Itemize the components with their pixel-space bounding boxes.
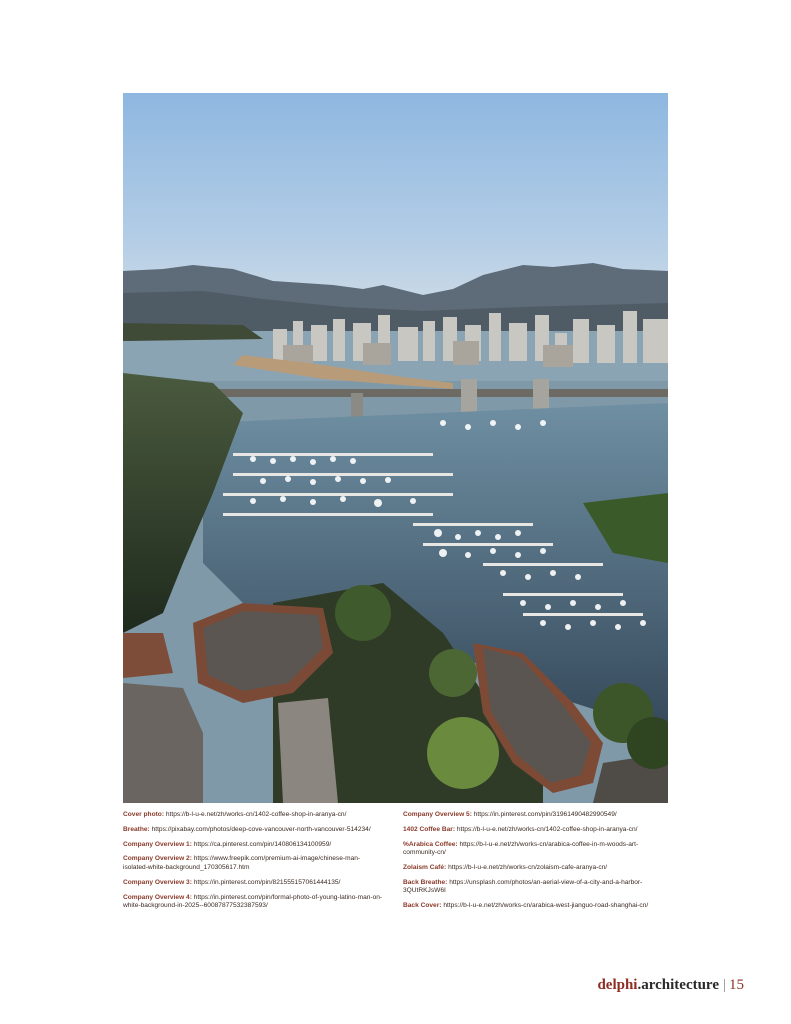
- credit-item: Company Overview 2: https://www.freepik.com/premium-ai-image/chinese-man-isolated-white-background_170305617.htm: [123, 855, 361, 871]
- credit-link[interactable]: https://b-l-u-e.net/zh/works-cn/1402-coffee-shop-in-aranya-cn/: [456, 825, 638, 833]
- page-number: 15: [729, 977, 744, 993]
- credit-item: Company Overview 4: https://in.pinterest.com/pin/formal-photo-of-young-latino-man-on-white-background-in-2025--60087877532387593/: [123, 893, 383, 910]
- aerial-harbor-photo: [123, 93, 668, 803]
- credit-item: Cover photo: https://b-l-u-e.net/zh/works-cn/1402-coffee-shop-in-aranya-cn/: [123, 811, 347, 818]
- photo-credits-right: [403, 811, 665, 917]
- credit-item: Company Overview 3: https://in.pinterest.com/pin/821555157061444135/: [123, 878, 341, 886]
- credit-item: Company Overview 1: https://ca.pinterest.com/pin/140806134100959/: [123, 840, 332, 848]
- page-footer: [0, 976, 744, 994]
- credit-link[interactable]: https://ca.pinterest.com/pin/140806134100959/: [193, 840, 332, 848]
- credit-link[interactable]: https://in.pinterest.com/pin/31961490482990549/: [473, 811, 617, 818]
- credit-link[interactable]: https://www.freepik.com/premium-ai-image/chinese-man-isolated-white-background_170305617.htm: [123, 855, 361, 871]
- footer-separator: |: [722, 977, 726, 993]
- credit-link[interactable]: https://b-l-u-e.net/zh/works-cn/1402-coffee-shop-in-aranya-cn/: [165, 811, 347, 818]
- credit-item: Back Cover: https://b-l-u-e.net/zh/works-cn/arabica-west-jianguo-road-shanghai-cn/: [403, 902, 649, 910]
- brand-name: delphi: [597, 977, 638, 993]
- brand-suffix: .architecture: [637, 977, 719, 993]
- credit-link[interactable]: https://b-l-u-e.net/zh/works-cn/arabica-west-jianguo-road-shanghai-cn/: [443, 902, 649, 910]
- credit-item: Company Overview 5: https://in.pinterest.com/pin/31961490482990549/: [403, 811, 617, 818]
- credit-link[interactable]: https://in.pinterest.com/pin/formal-photo-of-young-latino-man-on-white-background-in-2025--60087877532387593/: [123, 893, 383, 910]
- credit-link[interactable]: https://b-l-u-e.net/zh/works-cn/zolaism-cafe-aranya-cn/: [448, 863, 608, 871]
- credit-link[interactable]: https://b-l-u-e.net/zh/works-cn/arabica-coffee-in-m-woods-art-community-cn/: [403, 840, 639, 857]
- credit-item: Breathe: https://pixabay.com/photos/deep-cove-vancouver-north-vancouver-514234/: [123, 825, 371, 833]
- photo-credits-left: [123, 811, 385, 917]
- credit-link[interactable]: https://pixabay.com/photos/deep-cove-vancouver-north-vancouver-514234/: [151, 825, 371, 833]
- credit-item: Back Breathe: https://unsplash.com/photos/an-aerial-view-of-a-city-and-a-harbor-3QUtRKJsW6I: [403, 878, 643, 895]
- credit-link[interactable]: https://in.pinterest.com/pin/821555157061444135/: [193, 878, 341, 886]
- credit-item: 1402 Coffee Bar: https://b-l-u-e.net/zh/works-cn/1402-coffee-shop-in-aranya-cn/: [403, 825, 638, 833]
- credit-item: %Arabica Coffee: https://b-l-u-e.net/zh/works-cn/arabica-coffee-in-m-woods-art-community-cn/: [403, 840, 639, 857]
- credit-item: Zolaism Café: https://b-l-u-e.net/zh/works-cn/zolaism-cafe-aranya-cn/: [403, 863, 608, 871]
- credit-link[interactable]: https://unsplash.com/photos/an-aerial-view-of-a-city-and-a-harbor-3QUtRKJsW6I: [403, 878, 643, 895]
